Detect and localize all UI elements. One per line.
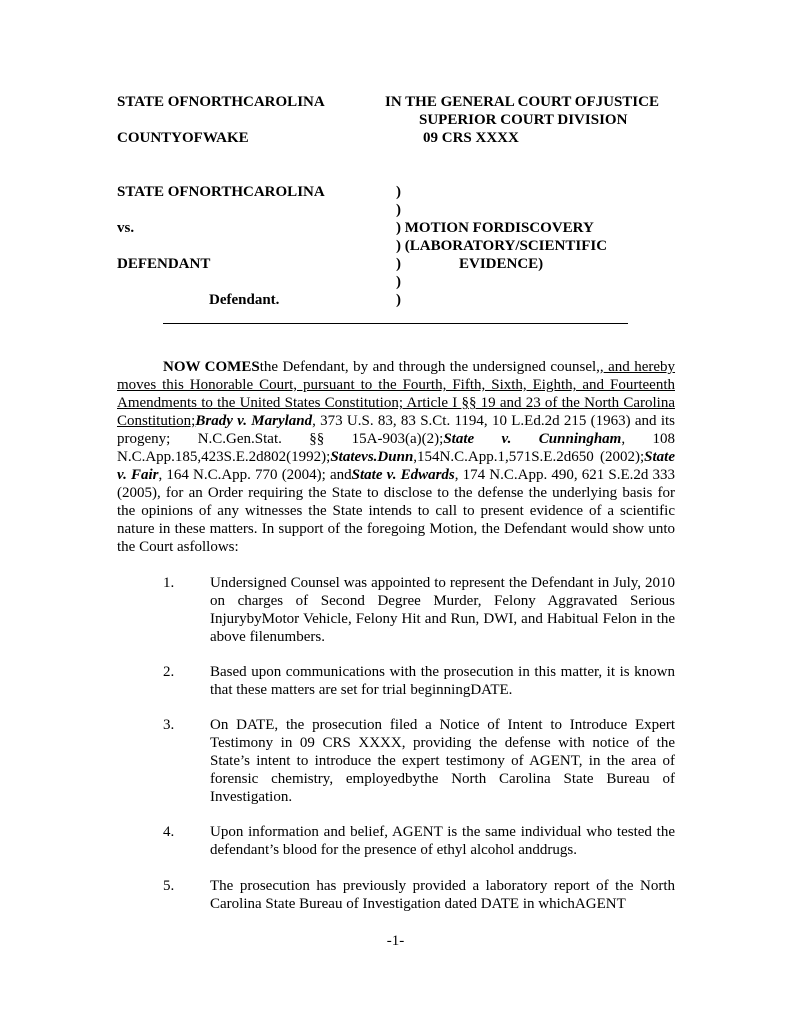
motion-title-line1: ) MOTION FORDISCOVERY	[396, 220, 594, 236]
case-citation: State v. Fair	[117, 449, 675, 483]
caption-vs: vs.	[117, 220, 135, 236]
list-item-number: 2.	[163, 664, 175, 680]
case-citation: State v. Cunningham	[443, 431, 622, 447]
case-citation: Statevs.Dunn	[330, 449, 414, 465]
motion-title-line3: EVIDENCE)	[459, 256, 544, 272]
intro-text: , 174 N.C.App. 490, 621 S.E.2d 333 (2005), for an Order requiring the State to disclose to the defense the underlying basis for the opinions of any witnesses the State intends to call to present evidence of a scientific nature in these matters. In support of the foregoing Motion, the Defendant would show unto the Court asfollows:	[117, 467, 675, 555]
caption-plaintiff: STATE OFNORTHCAROLINA	[117, 184, 325, 200]
list-item-number: 3.	[163, 717, 175, 733]
intro-text: ,154N.C.App.1,571S.E.2d650 (2002);	[413, 449, 645, 465]
caption-paren: )	[396, 292, 401, 308]
page-number: -1-	[386, 933, 405, 949]
caption-paren: )	[396, 184, 401, 200]
list-item-text: Upon information and belief, AGENT is the same individual who tested the defendant’s blood for the presence of ethyl alcohol anddrugs.	[210, 824, 675, 858]
caption-paren: )	[396, 202, 401, 218]
intro-text: , 164 N.C.App. 770 (2004); and	[158, 467, 352, 483]
list-item-text: Undersigned Counsel was appointed to represent the Defendant in July, 2010 on charges of Second Degree Murder, Felony Aggravated Serious InjurybyMotor Vehicle, Felony Hit and Run, DWI, and Habitual Felon in the above filenumbers.	[210, 575, 675, 645]
list-item-number: 5.	[163, 878, 175, 894]
case-citation: State v. Edwards	[351, 467, 455, 483]
now-comes: NOW COMES	[163, 359, 260, 375]
intro-text: , 373 U.S. 83, 83 S.Ct. 1194, 10 L.Ed.2d 215 (1963) and its progeny; N.C.Gen.Stat. §§ 15A-903(a)(2);	[117, 413, 676, 447]
court-name: IN THE GENERAL COURT OFJUSTICE	[385, 94, 659, 110]
list-item-text: The prosecution has previously provided a laboratory report of the North Carolina State Bureau of Investigation dated DATE in whichAGENT	[210, 878, 675, 912]
court-division: SUPERIOR COURT DIVISION	[419, 112, 628, 128]
caption-divider	[163, 323, 628, 324]
caption-defendant: DEFENDANT	[117, 256, 211, 272]
intro-text-underlined: and hereby moves this Honorable Court, pursuant to the Fourth, Fifth, Sixth, Eighth, and Fourteenth Amendments to the United States Constitution; Article I §§ 19 and 23 of the North Carolina Constitution;	[117, 359, 676, 429]
list-item-number: 4.	[163, 824, 175, 840]
county-heading: COUNTYOFWAKE	[117, 130, 249, 146]
intro-text: ,	[599, 359, 604, 375]
case-number: 09 CRS XXXX	[423, 130, 519, 146]
caption-defendant-role: Defendant.	[209, 292, 280, 308]
intro-paragraph	[117, 358, 675, 556]
list-item-number: 1.	[163, 575, 175, 591]
intro-text: , 108 N.C.App.185,423S.E.2d802(1992);	[117, 431, 675, 465]
state-heading: STATE OFNORTHCAROLINA	[117, 94, 325, 110]
list-item-text: On DATE, the prosecution filed a Notice of Intent to Introduce Expert Testimony in 09 CRS XXXX, providing the defense with notice of the State’s intent to introduce the expert testimony of AGENT, in the area of forensic chemistry, employedbythe North Carolina State Bureau of Investigation.	[210, 717, 675, 805]
case-citation: Brady v. Maryland	[195, 413, 313, 429]
caption-paren: )	[396, 274, 401, 290]
caption-paren: )	[396, 256, 401, 272]
motion-title-line2: ) (LABORATORY/SCIENTIFIC	[396, 238, 608, 254]
intro-text: the Defendant, by and through the undersigned counsel,	[259, 359, 600, 375]
list-item-text: Based upon communications with the prosecution in this matter, it is known that these matters are set for trial beginningDATE.	[210, 664, 675, 698]
